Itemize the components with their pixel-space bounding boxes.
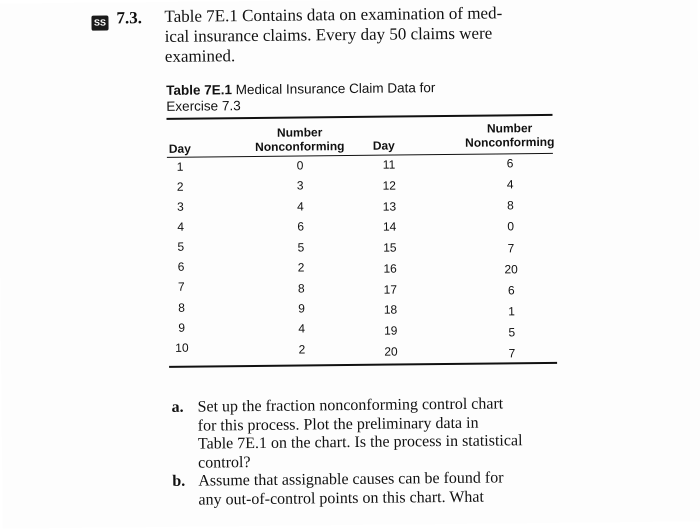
exercise-stem bbox=[164, 3, 560, 67]
cell-nc-right: 8 bbox=[507, 198, 514, 213]
question-label: b. bbox=[172, 472, 186, 490]
table-caption bbox=[166, 80, 435, 115]
cell-day-left: 5 bbox=[177, 240, 185, 255]
cell-nc-left: 3 bbox=[296, 178, 304, 193]
cell-day-left: 9 bbox=[178, 320, 186, 335]
header-nc-left: Number Nonconforming bbox=[255, 125, 345, 154]
cell-day-right: 12 bbox=[382, 178, 396, 193]
stem-line-1: Table 7E.1 Contains data on examination of med- bbox=[164, 3, 503, 26]
cell-nc-left: 2 bbox=[298, 342, 306, 357]
cell-day-left: 7 bbox=[177, 280, 185, 295]
cell-nc-right: 7 bbox=[508, 346, 516, 361]
exercise-number: 7.3. bbox=[116, 8, 143, 28]
cell-day-left: 10 bbox=[175, 340, 189, 355]
question-a: a. Set up the fraction nonconforming control chart for this process. Plot the preliminary data in Table 7E.1 on the chart. Is the process in statistical control? bbox=[171, 395, 523, 472]
cell-day-left: 8 bbox=[178, 300, 185, 315]
cell-day-left: 4 bbox=[177, 219, 185, 235]
cell-nc-right: 1 bbox=[508, 304, 515, 319]
cell-day-left: 2 bbox=[176, 179, 184, 194]
cell-nc-left: 0 bbox=[296, 158, 304, 173]
question-label: a. bbox=[171, 398, 184, 416]
header-nc-right: Number Nonconforming bbox=[465, 121, 555, 150]
caption-subtitle: Exercise 7.3 bbox=[166, 98, 241, 114]
cell-nc-left: 4 bbox=[298, 321, 306, 336]
header-day-right: Day bbox=[372, 138, 395, 153]
cell-day-right: 16 bbox=[383, 261, 397, 276]
cell-nc-left: 9 bbox=[298, 301, 305, 316]
cell-nc-right: 4 bbox=[506, 177, 514, 192]
cell-day-right: 20 bbox=[384, 344, 398, 359]
cell-day-left: 6 bbox=[177, 260, 185, 275]
stem-table-ref: Table 7E.1 bbox=[164, 6, 238, 26]
cell-nc-right: 7 bbox=[507, 240, 515, 255]
cell-day-right: 18 bbox=[383, 302, 398, 318]
caption-label: Table 7E.1 bbox=[166, 82, 233, 98]
stem-line-2: ical insurance claims. Every day 50 claims were bbox=[164, 23, 493, 46]
cell-nc-right: 6 bbox=[507, 283, 515, 298]
questions bbox=[171, 395, 572, 510]
cell-day-left: 1 bbox=[176, 159, 184, 174]
cell-day-right: 14 bbox=[382, 219, 397, 234]
cell-day-right: 15 bbox=[383, 240, 397, 255]
cell-nc-left: 2 bbox=[297, 260, 305, 275]
cell-nc-left: 5 bbox=[297, 240, 305, 255]
cell-nc-left: 8 bbox=[297, 281, 305, 296]
cell-day-right: 13 bbox=[382, 199, 397, 214]
cell-day-left: 3 bbox=[177, 199, 184, 214]
table-top-rule bbox=[167, 114, 553, 120]
header-day-left: Day bbox=[168, 141, 191, 156]
ss-badge-icon: SS bbox=[91, 16, 108, 31]
cell-nc-right: 20 bbox=[504, 261, 518, 277]
caption-title: Medical Insurance Claim Data for bbox=[231, 80, 436, 98]
cell-day-right: 17 bbox=[383, 282, 398, 297]
cell-nc-right: 5 bbox=[508, 325, 516, 340]
cell-nc-right: 0 bbox=[507, 219, 515, 234]
table-bottom-rule bbox=[169, 362, 557, 368]
cell-nc-left: 6 bbox=[297, 219, 305, 234]
cell-day-right: 19 bbox=[383, 323, 398, 338]
stem-line-3: examined. bbox=[164, 46, 236, 66]
question-b: b. Assume that assignable causes can be found for any out-of-control points on this chart. What bbox=[172, 469, 504, 509]
cell-day-right: 11 bbox=[382, 157, 396, 172]
cell-nc-right: 6 bbox=[506, 156, 514, 171]
cell-nc-left: 4 bbox=[297, 199, 304, 214]
